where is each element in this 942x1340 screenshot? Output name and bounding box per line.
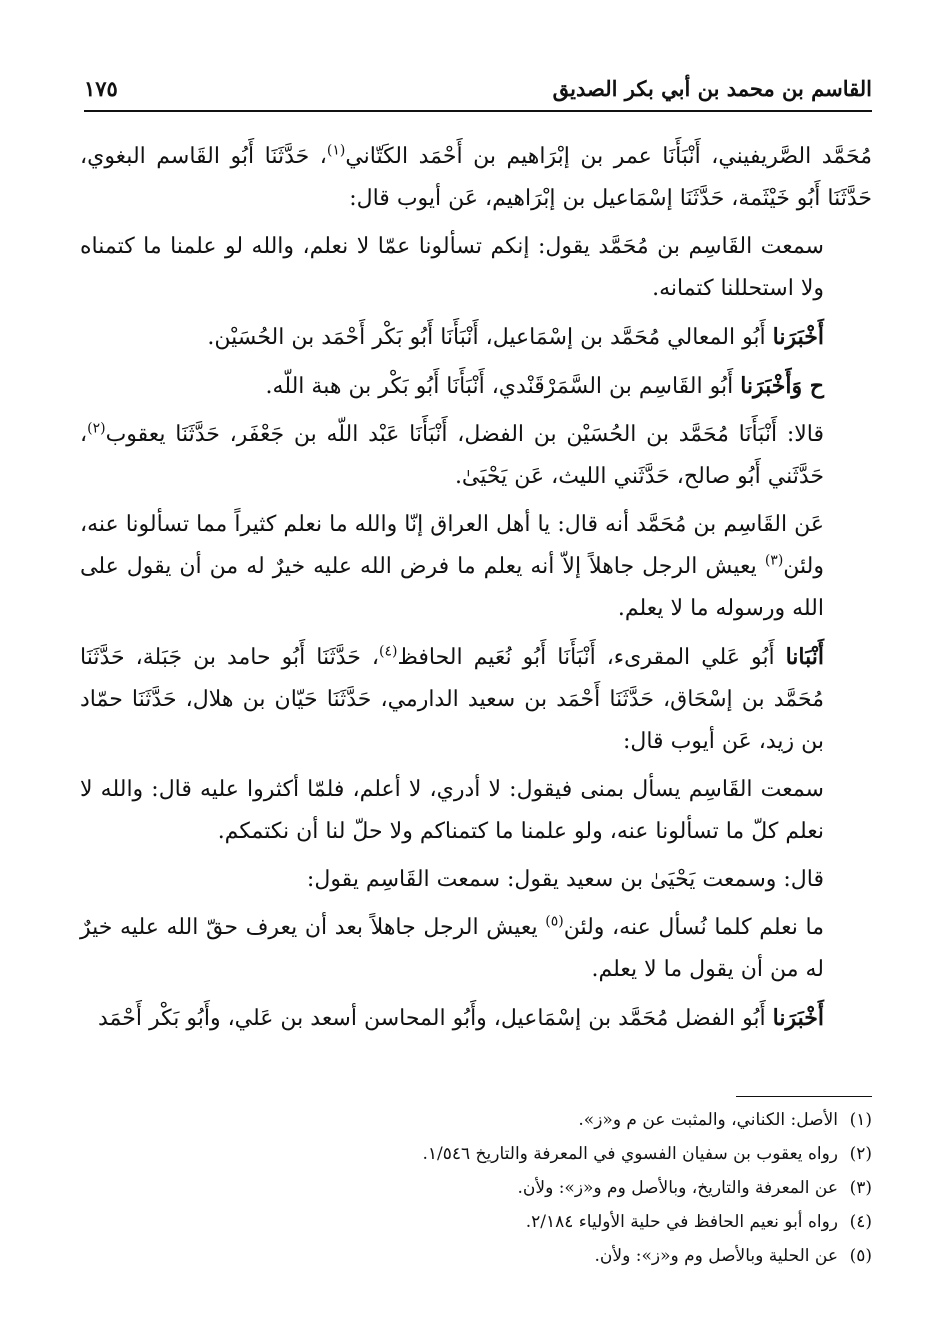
isnad-lead: أَنْبَانا [785, 644, 824, 670]
paragraph-text: عَن القَاسِم بن مُحَمَّد أنه قال: يا أهل العراق إنّا والله ما نعلم كثيراً مما تسألونا عنه، ولئن [80, 512, 824, 579]
paragraph-text: مُحَمَّد الصَّريفيني، أَنْبَأَنَا عمر بن إبْرَاهيم بن أَحْمَد الكَتّاني [345, 144, 872, 169]
isnad-lead: ح وَأَخْبَرَنا [740, 373, 824, 399]
footnotes [80, 1106, 872, 1276]
footnote-1 [80, 1106, 872, 1134]
footnote-number: (٥) [849, 1246, 872, 1266]
paragraph-text: أَبُو القَاسِم بن السَّمَرْقَنْدي، أَنْبَأَنَا أَبُو بَكْر بن هبة اللّه. [265, 374, 741, 399]
footnote-number: (٢) [849, 1144, 872, 1164]
footnote-number: (٤) [849, 1212, 872, 1232]
main-text [80, 136, 872, 1046]
running-title: القاسم بن محمد بن أبي بكر الصديق [552, 76, 872, 101]
paragraph-2: سمعت القَاسِم بن مُحَمَّد يقول: إنكم تسألونا عمّا لا نعلم، والله لو علمنا ما كتمناه ولا استحللنا كتمانه. [80, 234, 824, 301]
paragraph-6 [80, 504, 872, 630]
footnote-text: عن الحلية وبالأصل وم و«ز»: ولأن. [594, 1246, 838, 1266]
paragraph-8: سمعت القَاسِم يسأل بمنى فيقول: لا أدري، لا أعلم، فلمّا أكثروا عليه قال: والله لا نعلم كلّ ما تسألونا عنه، ولو علمنا ما كتمناكم ولا حلّ لنا أن نكتمكم. [80, 777, 824, 844]
footnote-ref-5: (٥) [545, 913, 564, 930]
footnote-number: (٣) [849, 1178, 872, 1198]
footnote-4 [80, 1208, 872, 1236]
paragraph-text: ما نعلم كلما نُسأل عنه، ولئن [563, 915, 824, 940]
page-header [84, 72, 872, 112]
footnote-rule [736, 1096, 872, 1097]
footnote-number: (١) [849, 1110, 872, 1130]
footnote-2 [80, 1140, 872, 1168]
paragraph-1 [80, 136, 872, 220]
paragraph-text: قالا: أَنْبَأَنَا مُحَمَّد بن الحُسَيْن بن الفضل، أَنْبَأَنَا عَبْد اللّه بن جَعْفَر، حَدَّثَنَا يعقوب [105, 422, 824, 447]
paragraph-5 [80, 414, 872, 498]
paragraph-7 [80, 636, 872, 763]
paragraph-text: أَبُو الفضل مُحَمَّد بن إسْمَاعيل، وأَبُو المحاسن أسعد بن عَلي، وأَبُو بَكْر أَحْمَد [97, 1006, 773, 1031]
paragraph-text: ، حَدَّثَنَا أَبُو القَاسم البغوي، حَدَّثَنَا أَبُو خَيْثَمة، حَدَّثَنَا إسْمَاعيل بن إبْرَاهيم، عَن أيوب قال: [80, 144, 872, 211]
isnad-lead: أَخْبَرَنا [772, 1005, 824, 1031]
footnote-text: رواه أبو نعيم الحافظ في حلية الأولياء ٢/١٨٤. [525, 1212, 838, 1232]
isnad-lead: أَخْبَرَنا [772, 324, 824, 350]
footnote-ref-2: (٢) [87, 420, 106, 437]
paragraph-9: قال: وسمعت يَحْيَىٰ بن سعيد يقول: سمعت القَاسِم يقول: [306, 867, 824, 892]
paragraph-text: ، حَدَّثَنَا أَبُو حامد بن جَبَلة، حَدَّثَنَا مُحَمَّد بن إسْحَاق، حَدَّثَنَا أَحْمَد بن سعيد الدارمي، حَدَّثَنَا حَيّان بن هلال، حَدَّثَنَا حمّاد بن زيد، عَن أيوب قال: [80, 645, 824, 754]
footnote-text: عن المعرفة والتاريخ، وبالأصل وم و«ز»: ولأن. [517, 1178, 838, 1198]
footnote-text: رواه يعقوب بن سفيان الفسوي في المعرفة والتاريخ ١/٥٤٦. [422, 1144, 838, 1164]
paragraph-text: يعيش الرجل جاهلاً بعد أن يعرف حقّ الله عليه خيرٌ له من أن يقول ما لا يعلم. [80, 915, 824, 982]
paragraph-3 [80, 316, 872, 359]
footnote-ref-4: (٤) [379, 643, 398, 660]
paragraph-11 [80, 997, 872, 1040]
header-rule [84, 110, 872, 112]
paragraph-10 [80, 907, 872, 991]
footnote-ref-3: (٣) [764, 552, 784, 569]
footnote-5 [80, 1242, 872, 1270]
paragraph-text: ، حَدَّثَني أَبُو صالح، حَدَّثَني الليث، عَن يَحْيَىٰ. [80, 422, 824, 489]
paragraph-text: أَبُو المعالي مُحَمَّد بن إسْمَاعيل، أَنْبَأَنَا أَبُو بَكْر أَحْمَد بن الحُسَيْن. [207, 325, 773, 350]
paragraph-text: يعيش الرجل جاهلاً إلاّ أنه يعلم ما فرض الله عليه خيرٌ له من أن يقول على الله ورسوله ما لا يعلم. [80, 554, 824, 621]
footnote-text: الأصل: الكناني، والمثبت عن م و«ز». [578, 1110, 838, 1130]
paragraph-text: أَبُو عَلي المقرىء، أَنْبَأَنَا أَبُو نُعَيم الحافظ [397, 645, 786, 670]
page-number: ١٧٥ [84, 76, 118, 101]
paragraph-4 [80, 365, 872, 408]
footnote-ref-1: (١) [326, 142, 346, 159]
footnote-3 [80, 1174, 872, 1202]
